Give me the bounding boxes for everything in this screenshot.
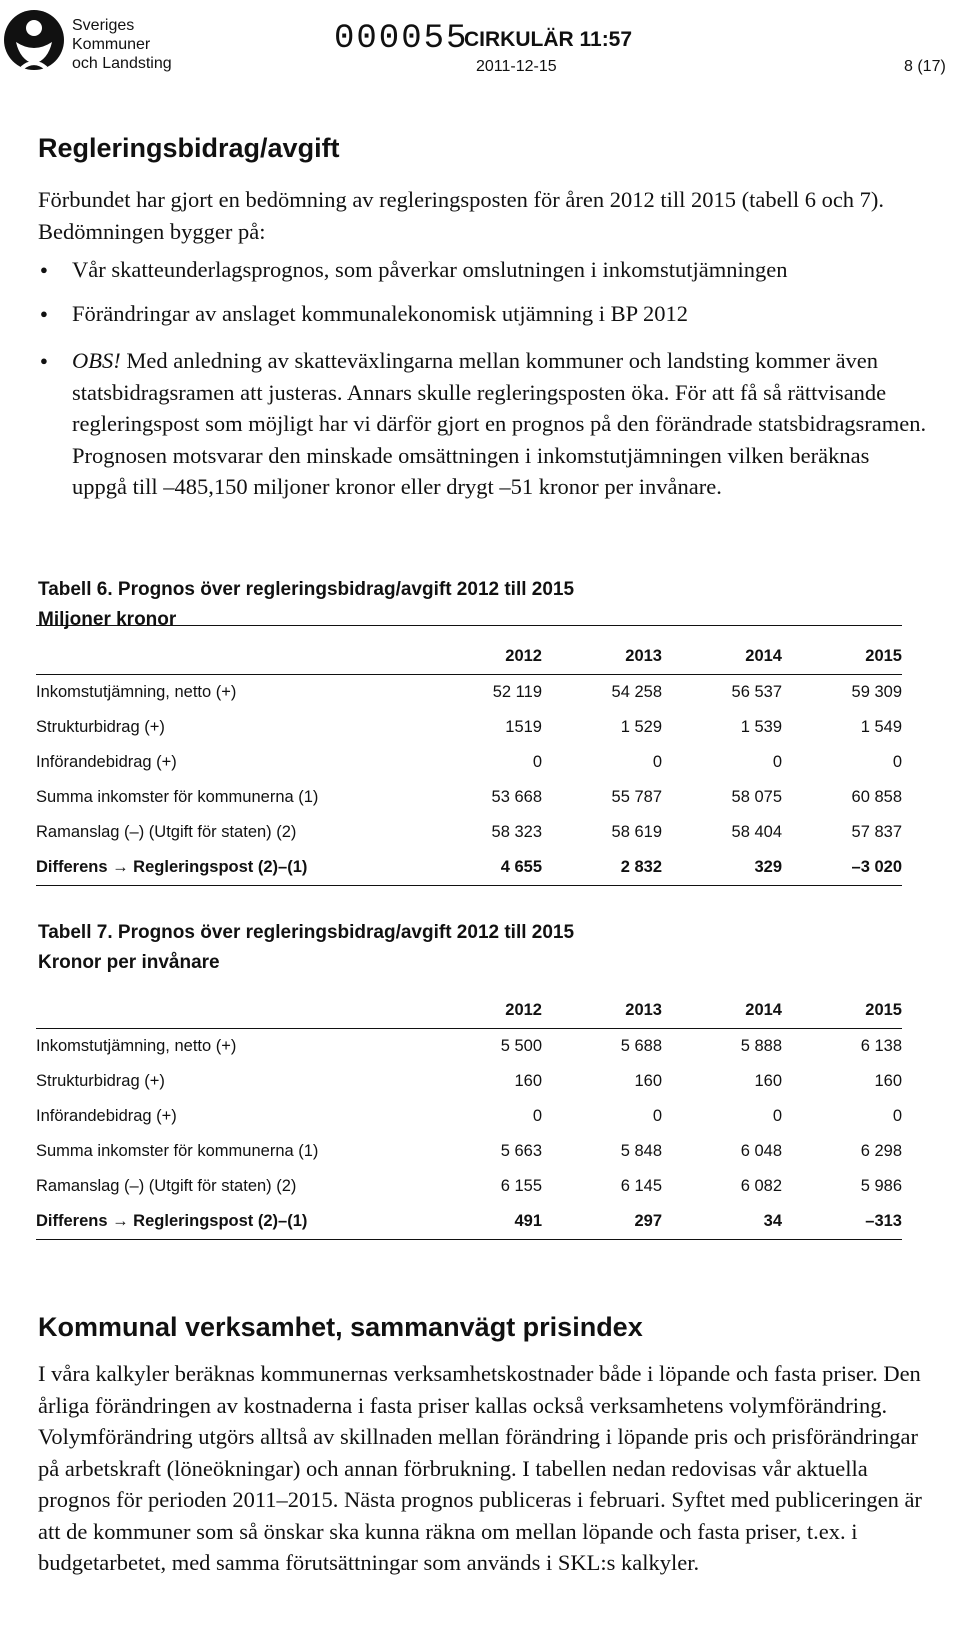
section-heading-regleringsbidrag: Regleringsbidrag/avgift	[38, 133, 340, 163]
cell-value: 5 888	[740, 1037, 782, 1055]
table-row	[36, 780, 902, 815]
cell-value: 5 663	[500, 1142, 542, 1160]
stamp-number: 000055	[334, 20, 469, 58]
bullet-item	[38, 298, 928, 330]
cell-value: 6 138	[860, 1037, 902, 1055]
cell-value: 297	[572, 1204, 662, 1240]
cell-value: 56 537	[731, 683, 782, 701]
bullet-list	[38, 254, 928, 515]
cell-value: 4 655	[452, 850, 542, 886]
table7	[36, 992, 902, 1240]
table7-title	[38, 918, 574, 948]
cell-value: 160	[874, 1072, 902, 1090]
year-header: 2014	[692, 992, 782, 1029]
year-header: 2013	[572, 626, 662, 675]
table6-title	[38, 575, 574, 605]
cell-value: 1 549	[860, 718, 902, 736]
table7-caption	[38, 918, 574, 978]
cell-value: 57 837	[851, 823, 902, 841]
table-row	[36, 710, 902, 745]
row-label: Införandebidrag (+)	[36, 1107, 177, 1125]
cell-value: 1 539	[740, 718, 782, 736]
table6-unit: Miljoner kronor	[38, 609, 177, 630]
row-label: Strukturbidrag (+)	[36, 1072, 165, 1090]
cell-value: 6 082	[740, 1177, 782, 1195]
cell-value: 5 986	[860, 1177, 902, 1195]
table7-unit: Kronor per invånare	[38, 952, 220, 973]
cell-value: 6 298	[860, 1142, 902, 1160]
cell-value: –313	[812, 1204, 902, 1240]
cell-value: 6 048	[740, 1142, 782, 1160]
header-empty	[36, 992, 452, 1029]
table7-title-text: Prognos över regleringsbidrag/avgift 2012 till 2015	[112, 922, 575, 943]
cell-value: 160	[634, 1072, 662, 1090]
cell-value: 58 323	[491, 823, 542, 841]
cell-value: 5 848	[620, 1142, 662, 1160]
table-row	[36, 1169, 902, 1204]
table-header-row	[36, 626, 902, 675]
table-row	[36, 1134, 902, 1169]
table-row-total	[36, 850, 902, 886]
cell-value: 1519	[505, 718, 542, 736]
cell-value: 58 404	[731, 823, 782, 841]
document-date: 2011-12-15	[476, 58, 557, 75]
table-header-row	[36, 992, 902, 1029]
table7-number: Tabell 7.	[38, 922, 113, 943]
cell-value: 0	[892, 753, 902, 771]
circular-number: CIRKULÄR 11:57	[464, 28, 633, 51]
cell-value: 0	[532, 753, 542, 771]
cell-value: 2 832	[572, 850, 662, 886]
cell-value: 54 258	[611, 683, 662, 701]
cell-value: 160	[754, 1072, 782, 1090]
table-row	[36, 1064, 902, 1099]
year-header: 2014	[692, 626, 782, 675]
cell-value: 1 529	[620, 718, 662, 736]
year-header: 2015	[812, 626, 902, 675]
table-row	[36, 1099, 902, 1134]
cell-value: –3 020	[812, 850, 902, 886]
cell-value: 0	[532, 1107, 542, 1125]
table-row	[36, 815, 902, 850]
cell-value: 5 500	[500, 1037, 542, 1055]
row-label: Strukturbidrag (+)	[36, 718, 165, 736]
bullet-item	[38, 254, 928, 286]
cell-value: 58 619	[611, 823, 662, 841]
row-label: Inkomstutjämning, netto (+)	[36, 683, 237, 701]
cell-value: 0	[652, 1107, 662, 1125]
year-header: 2012	[452, 992, 542, 1029]
cell-value: 491	[452, 1204, 542, 1240]
org-line-3: och Landsting	[72, 55, 172, 72]
cell-value: 0	[772, 753, 782, 771]
row-label: Ramanslag (–) (Utgift för staten) (2)	[36, 823, 297, 841]
cell-value: 60 858	[851, 788, 902, 806]
row-label: Differens → Regleringspost (2)–(1)	[36, 1204, 452, 1240]
table-row	[36, 675, 902, 711]
cell-value: 58 075	[731, 788, 782, 806]
bullet-text: Med anledning av skatteväxlingarna mellan kommuner och landsting kommer även statsbidragsramen att justeras. Annars skulle regleringsposten öka. För att få så rättvisande regleringspost som möjligt har vi därför gjort en prognos på den förändrade statsbidragsramen. Prognosen motsvarar den minskade omsättningen i inkomstutjämningen vilken beräknas uppgå till –485,150 miljoner kronor eller drygt –51 kronor per invånare.	[72, 348, 927, 499]
year-header: 2013	[572, 992, 662, 1029]
intro-paragraph: Förbundet har gjort en bedömning av regleringsposten för åren 2012 till 2015 (tabell 6 och 7). Bedömningen bygger på:	[38, 187, 885, 244]
cell-value: 5 688	[620, 1037, 662, 1055]
row-label: Summa inkomster för kommunerna (1)	[36, 1142, 319, 1160]
row-label: Differens → Regleringspost (2)–(1)	[36, 850, 452, 886]
row-label: Inkomstutjämning, netto (+)	[36, 1037, 237, 1055]
row-label: Summa inkomster för kommunerna (1)	[36, 788, 319, 806]
cell-value: 55 787	[611, 788, 662, 806]
bullet-item	[38, 345, 928, 503]
skl-logo	[2, 8, 66, 72]
cell-value: 329	[692, 850, 782, 886]
cell-value: 0	[772, 1107, 782, 1125]
row-label: Införandebidrag (+)	[36, 753, 177, 771]
org-line-1: Sveriges	[72, 17, 135, 34]
bullet-text: Förändringar av anslaget kommunalekonomisk utjämning i BP 2012	[72, 300, 688, 326]
cell-value: 160	[514, 1072, 542, 1090]
bullet-text: Vår skatteunderlagsprognos, som påverkar omslutningen i inkomstutjämningen	[72, 257, 788, 282]
table-row	[36, 745, 902, 780]
org-line-2: Kommuner	[72, 36, 151, 53]
cell-value: 6 145	[620, 1177, 662, 1195]
section-heading-prisindex: Kommunal verksamhet, sammanvägt prisindex	[38, 1312, 643, 1342]
table6-title-text: Prognos över regleringsbidrag/avgift 2012 till 2015	[112, 579, 575, 600]
page-number: 8 (17)	[904, 58, 946, 75]
organization-name	[72, 16, 172, 73]
cell-value: 52 119	[492, 683, 542, 701]
cell-value: 0	[652, 753, 662, 771]
table-row-total	[36, 1204, 902, 1240]
table-row	[36, 1029, 902, 1065]
cell-value: 53 668	[491, 788, 542, 806]
body-paragraph: I våra kalkyler beräknas kommunernas verksamhetskostnader både i löpande och fasta priser. Den årliga förändringen av kostnaderna i fasta priser kallas också verksamhetens volymförändring. Volymförändring utgörs alltså av skillnaden mellan förändring i löpande pris och prisförändringar på arbetskraft (löneökningar) och annan förbrukning. I tabellen nedan redovisas vår aktuella prognos för perioden 2011–2015. Nästa prognos publiceras i februari. Syftet med publiceringen är att de kommuner som så önskar ska kunna räkna om mellan löpande och fasta priser, t.ex. i budgetarbetet, med samma förutsättningar som används i SKL:s kalkyler.	[38, 1361, 922, 1575]
cell-value: 0	[892, 1107, 902, 1125]
cell-value: 59 309	[851, 683, 902, 701]
cell-value: 34	[692, 1204, 782, 1240]
year-header: 2015	[812, 992, 902, 1029]
table6-number: Tabell 6.	[38, 579, 113, 600]
header-empty	[36, 626, 452, 675]
cell-value: 6 155	[500, 1177, 542, 1195]
row-label: Ramanslag (–) (Utgift för staten) (2)	[36, 1177, 297, 1195]
obs-label: OBS!	[72, 348, 121, 373]
year-header: 2012	[452, 626, 542, 675]
table6	[36, 625, 902, 886]
